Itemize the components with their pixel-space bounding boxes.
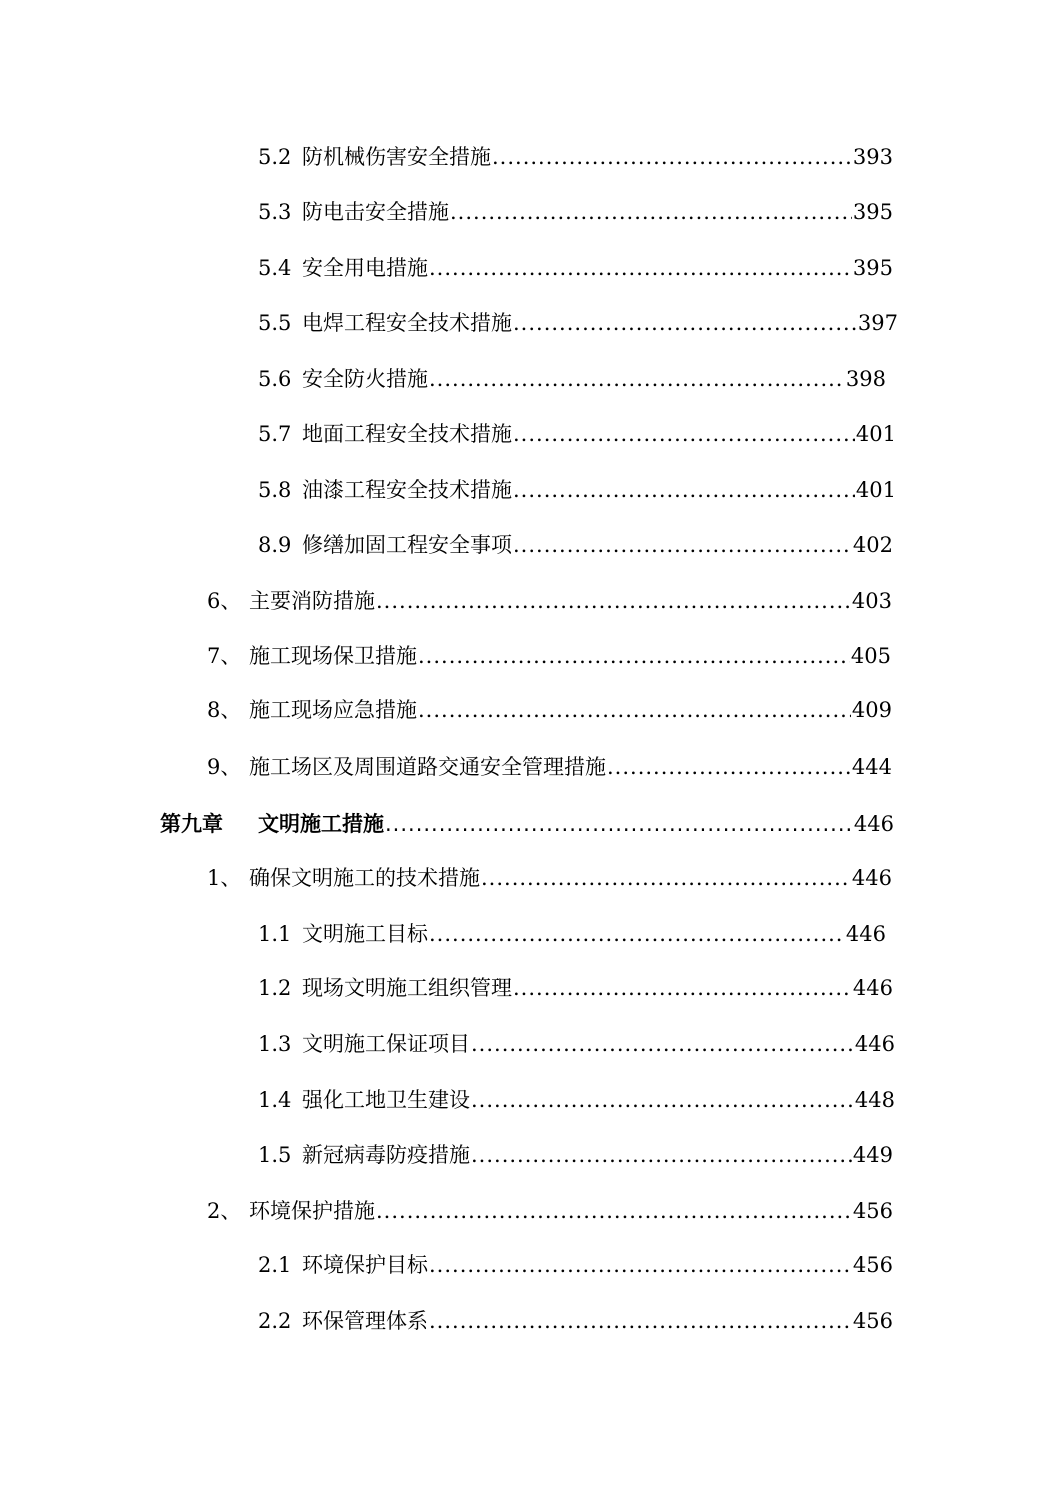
toc-entry-title: 环保管理体系 (302, 1309, 428, 1333)
toc-entry-title: 强化工地卫生建设 (302, 1088, 470, 1112)
toc-leader-dots (429, 918, 845, 950)
toc-entry-page: 446 (854, 1032, 895, 1056)
toc-leader-dots (376, 1195, 852, 1227)
toc-entry[interactable] (258, 474, 896, 506)
toc-entry[interactable] (207, 694, 892, 726)
toc-leader-dots (513, 307, 857, 339)
toc-entry-page: 446 (845, 922, 886, 946)
toc-entry[interactable] (258, 252, 893, 284)
toc-entry-number: 2.1 (258, 1253, 292, 1277)
toc-entry-title: 主要消防措施 (249, 589, 375, 613)
toc-entry-title: 施工场区及周围道路交通安全管理措施 (249, 755, 606, 779)
toc-entry-number: 6、 (207, 589, 242, 613)
toc-entry[interactable] (258, 1028, 895, 1060)
toc-leader-dots (429, 252, 852, 284)
toc-entry-title: 安全用电措施 (302, 256, 428, 280)
toc-leader-dots (513, 418, 855, 450)
toc-entry-number: 2.2 (258, 1309, 292, 1333)
toc-entry-title: 油漆工程安全技术措施 (302, 478, 512, 502)
toc-leader-dots (429, 1305, 852, 1337)
toc-entry-number: 1.2 (258, 976, 292, 1000)
toc-entry-number: 5.6 (258, 367, 292, 391)
toc-entry-page: 456 (852, 1253, 893, 1277)
toc-entry[interactable] (258, 1305, 893, 1337)
toc-entry-title: 电焊工程安全技术措施 (302, 311, 512, 335)
toc-chapter-entry[interactable] (160, 808, 894, 840)
toc-entry-page: 397 (857, 311, 898, 335)
toc-entry[interactable] (207, 751, 892, 783)
toc-entry-number: 7、 (207, 644, 242, 668)
toc-entry-title: 地面工程安全技术措施 (302, 422, 512, 446)
toc-entry[interactable] (258, 529, 893, 561)
toc-entry[interactable] (258, 418, 896, 450)
toc-entry[interactable] (258, 1084, 895, 1116)
toc-leader-dots (385, 808, 853, 840)
toc-leader-dots (513, 529, 852, 561)
toc-entry-number: 1、 (207, 866, 242, 890)
toc-entry-number: 8.9 (258, 533, 292, 557)
toc-entry[interactable] (258, 918, 886, 950)
toc-entry[interactable] (207, 862, 892, 894)
toc-entry-number: 1.5 (258, 1143, 292, 1167)
toc-entry-page: 448 (854, 1088, 895, 1112)
toc-entry-number: 5.2 (258, 145, 292, 169)
toc-entry-title: 环境保护目标 (302, 1253, 428, 1277)
toc-leader-dots (376, 585, 851, 617)
toc-entry-page: 446 (851, 866, 892, 890)
toc-entry[interactable] (258, 307, 898, 339)
toc-entry-page: 401 (855, 478, 896, 502)
toc-entry-page: 449 (852, 1143, 893, 1167)
toc-leader-dots (429, 1249, 852, 1281)
toc-entry-title: 施工现场保卫措施 (249, 644, 417, 668)
toc-entry-page: 395 (852, 256, 893, 280)
toc-entry-title: 施工现场应急措施 (249, 698, 417, 722)
toc-entry-page: 456 (852, 1199, 893, 1223)
toc-leader-dots (513, 474, 855, 506)
toc-entry-page: 393 (852, 145, 893, 169)
toc-entry-number: 5.5 (258, 311, 292, 335)
toc-entry-page: 446 (853, 812, 894, 836)
toc-leader-dots (450, 196, 852, 228)
toc-leader-dots (492, 141, 852, 173)
toc-entry-title: 防电击安全措施 (302, 200, 449, 224)
toc-entry-title: 修缮加固工程安全事项 (302, 533, 512, 557)
toc-entry-number: 9、 (207, 755, 242, 779)
toc-entry-page: 395 (852, 200, 893, 224)
toc-entry[interactable] (258, 972, 893, 1004)
toc-entry[interactable] (207, 1195, 893, 1227)
toc-leader-dots (471, 1084, 854, 1116)
toc-entry-page: 401 (855, 422, 896, 446)
toc-entry-title: 防机械伤害安全措施 (302, 145, 491, 169)
toc-entry-title: 现场文明施工组织管理 (302, 976, 512, 1000)
toc-leader-dots (513, 972, 852, 1004)
toc-entry[interactable] (258, 1249, 893, 1281)
toc-entry-title: 确保文明施工的技术措施 (249, 866, 480, 890)
toc-leader-dots (471, 1028, 854, 1060)
toc-entry-number: 5.7 (258, 422, 292, 446)
toc-entry[interactable] (207, 585, 892, 617)
toc-leader-dots (481, 862, 851, 894)
toc-entry[interactable] (207, 640, 891, 672)
toc-entry-number: 1.4 (258, 1088, 292, 1112)
toc-chapter-title: 文明施工措施 (258, 812, 384, 836)
toc-entry-title: 环境保护措施 (249, 1199, 375, 1223)
toc-leader-dots (471, 1139, 852, 1171)
toc-leader-dots (607, 751, 851, 783)
toc-leader-dots (418, 694, 851, 726)
toc-entry-title: 文明施工目标 (302, 922, 428, 946)
toc-entry-number: 1.3 (258, 1032, 292, 1056)
toc-leader-dots (418, 640, 850, 672)
toc-entry-page: 403 (851, 589, 892, 613)
toc-entry-page: 444 (851, 755, 892, 779)
toc-entry-number: 8、 (207, 698, 242, 722)
toc-entry-page: 409 (851, 698, 892, 722)
toc-entry-page: 398 (845, 367, 886, 391)
toc-chapter-number: 第九章 (160, 812, 223, 836)
toc-entry-title: 新冠病毒防疫措施 (302, 1143, 470, 1167)
toc-entry-number: 5.8 (258, 478, 292, 502)
toc-entry[interactable] (258, 196, 893, 228)
toc-entry-number: 5.3 (258, 200, 292, 224)
toc-entry-number: 2、 (207, 1199, 242, 1223)
toc-entry-title: 安全防火措施 (302, 367, 428, 391)
toc-entry-number: 5.4 (258, 256, 292, 280)
toc-entry[interactable] (258, 1139, 893, 1171)
toc-leader-dots (429, 363, 845, 395)
toc-entry-number: 1.1 (258, 922, 292, 946)
toc-entry-page: 405 (850, 644, 891, 668)
toc-entry-title: 文明施工保证项目 (302, 1032, 470, 1056)
toc-entry[interactable] (258, 141, 893, 173)
toc-entry-page: 446 (852, 976, 893, 1000)
toc-entry[interactable] (258, 363, 886, 395)
toc-entry-page: 402 (852, 533, 893, 557)
toc-entry-page: 456 (852, 1309, 893, 1333)
